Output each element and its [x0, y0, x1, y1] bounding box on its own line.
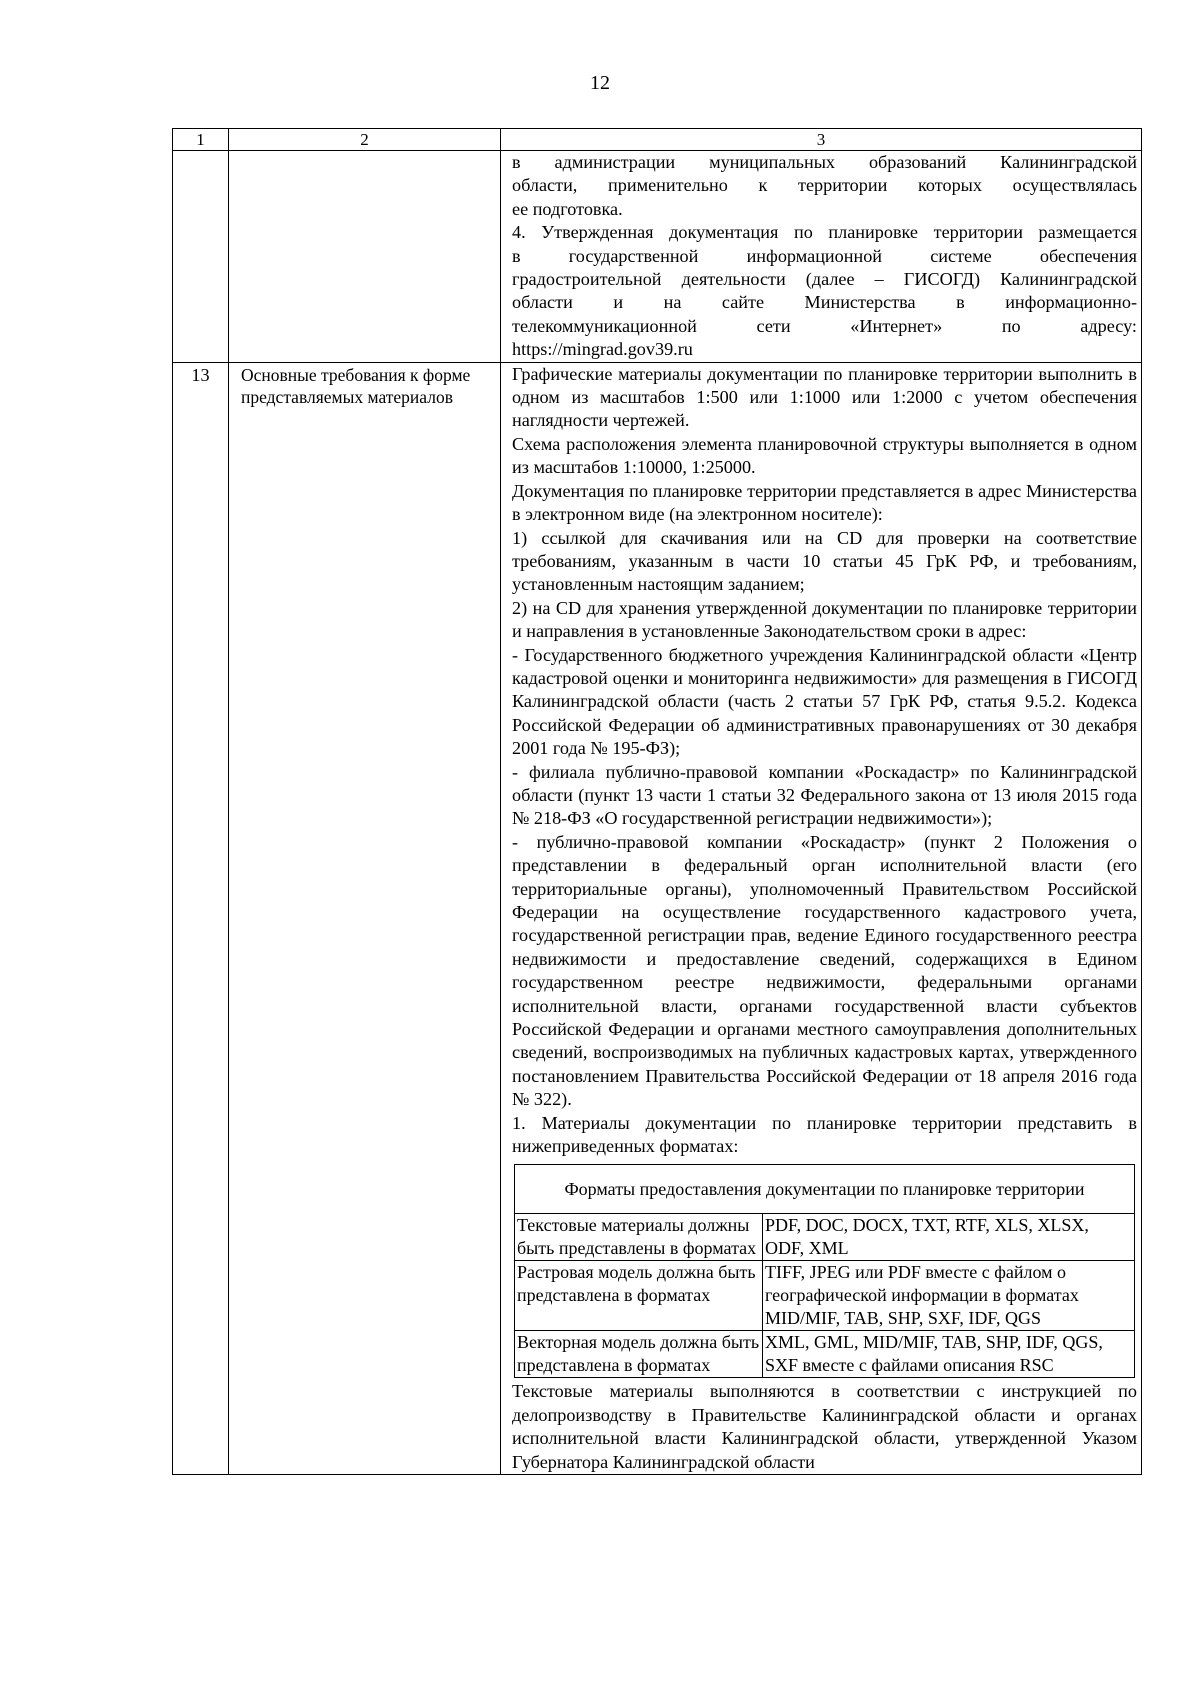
paragraph: - филиала публично-правовой компании «Роскадастр» по Калининградской области (пункт 13 части 1 статьи 32 Федерального закона от 13 июля 2015 года № 218-ФЗ «О государственной регистрации недвижимости»);	[512, 761, 1137, 829]
requirement-title: Основные требования к форме представляемых материалов	[229, 362, 501, 1474]
continuation-number-cell	[173, 151, 229, 363]
paragraph: Графические материалы документации по планировке территории выполнить в одном из масштабов 1:500 или 1:1000 или 1:2000 с учетом обеспечения наглядности чертежей.	[512, 363, 1137, 431]
formats-title-row	[515, 1165, 1135, 1214]
continuation-content-cell	[501, 151, 1142, 363]
continuation-line: области, применительно к территории которых осуществлялась	[512, 175, 1137, 196]
continuation-line: 4. Утвержденная документация по планировке территории размещается	[512, 222, 1137, 243]
formats-row	[515, 1261, 1135, 1331]
paragraph: 1) ссылкой для скачивания или на CD для проверки на соответствие требованиям, указанным в части 10 статьи 45 ГрК РФ, и требованиям, установленным настоящим заданием;	[512, 527, 1137, 595]
table-header-row	[173, 129, 1142, 151]
paragraph: - Государственного бюджетного учреждения Калининградской области «Центр кадастровой оценки и мониторинга недвижимости» для размещения в ГИСОГД Калининградской области (часть 2 статьи 57 ГрК РФ, статья 9.5.2. Кодекса Российской Федерации об административных правонарушениях от 30 декабря 2001 года № 195-ФЗ);	[512, 644, 1137, 759]
material-type: Текстовые материалы должны быть представлены в форматах	[515, 1214, 763, 1261]
requirement-content-cell	[501, 362, 1142, 1474]
paragraph: 1. Материалы документации по планировке территории представить в нижеприведенных форматах:	[512, 1112, 1137, 1157]
paragraph: Схема расположения элемента планировочной структуры выполняется в одном из масштабов 1:10000, 1:25000.	[512, 433, 1137, 478]
formats-row	[515, 1214, 1135, 1261]
continuation-line: градостроительной деятельности (далее – ГИСОГД) Калининградской	[512, 269, 1137, 290]
column-header-3: 3	[501, 129, 1142, 151]
file-formats: TIFF, JPEG или PDF вместе с файлом о географической информации в форматах MID/MIF, TAB, SHP, SXF, IDF, QGS	[763, 1261, 1135, 1331]
table-row-13	[173, 362, 1142, 1474]
continuation-requirement-cell	[229, 151, 501, 363]
paragraph: 2) на CD для хранения утвержденной документации по планировке территории и направления в установленные Законодательством сроки в адрес:	[512, 597, 1137, 642]
column-header-1: 1	[173, 129, 229, 151]
file-formats: XML, GML, MID/MIF, TAB, SHP, IDF, QGS, SXF вместе с файлами описания RSC	[763, 1331, 1135, 1378]
continuation-line: в администрации муниципальных образований Калининградской	[512, 152, 1137, 172]
column-header-2: 2	[229, 129, 501, 151]
paragraph: Текстовые материалы выполняются в соответствии с инструкцией по делопроизводству в Правительстве Калининградской области и органах исполнительной власти Калининградской области, утвержденной Указом Губернатора Калининградской области	[512, 1381, 1137, 1472]
continuation-line: ее подготовка.	[512, 198, 623, 219]
formats-table-title: Форматы предоставления документации по планировке территории	[515, 1165, 1135, 1214]
continuation-line: телекоммуникационной сети «Интернет» по адресу:	[512, 315, 1137, 336]
formats-table	[514, 1164, 1135, 1378]
material-type: Векторная модель должна быть представлена в форматах	[515, 1331, 763, 1378]
terms-table	[172, 128, 1142, 1475]
paragraph: Документация по планировке территории представляется в адрес Министерства в электронном виде (на электронном носителе):	[512, 480, 1137, 525]
row-number: 13	[173, 362, 229, 1474]
continuation-line: в государственной информационной системе обеспечения	[512, 245, 1137, 266]
material-type: Растровая модель должна быть представлена в форматах	[515, 1261, 763, 1331]
continuation-row	[173, 151, 1142, 363]
paragraph: - публично-правовой компании «Роскадастр» (пункт 2 Положения о представлении в федеральный орган исполнительной власти (его территориальные органы), уполномоченный Правительством Российской Федерации на осуществление государственного кадастрового учета, государственной регистрации прав, ведение Единого государственного реестра недвижимости и предоставление сведений, содержащихся в Едином государственном реестре недвижимости, федеральными органами исполнительной власти, органами государственной власти субъектов Российской Федерации и органами местного самоуправления дополнительных сведений, воспроизводимых на публичных кадастровых картах, утвержденного постановлением Правительства Российской Федерации от 18 апреля 2016 года № 322).	[512, 831, 1137, 1110]
formats-row	[515, 1331, 1135, 1378]
page-number: 12	[590, 72, 610, 94]
file-formats: PDF, DOC, DOCX, TXT, RTF, XLS, XLSX, ODF, XML	[763, 1214, 1135, 1261]
continuation-line: области и на сайте Министерства в информационно-	[512, 292, 1137, 313]
website-url: https://mingrad.gov39.ru	[512, 339, 693, 360]
